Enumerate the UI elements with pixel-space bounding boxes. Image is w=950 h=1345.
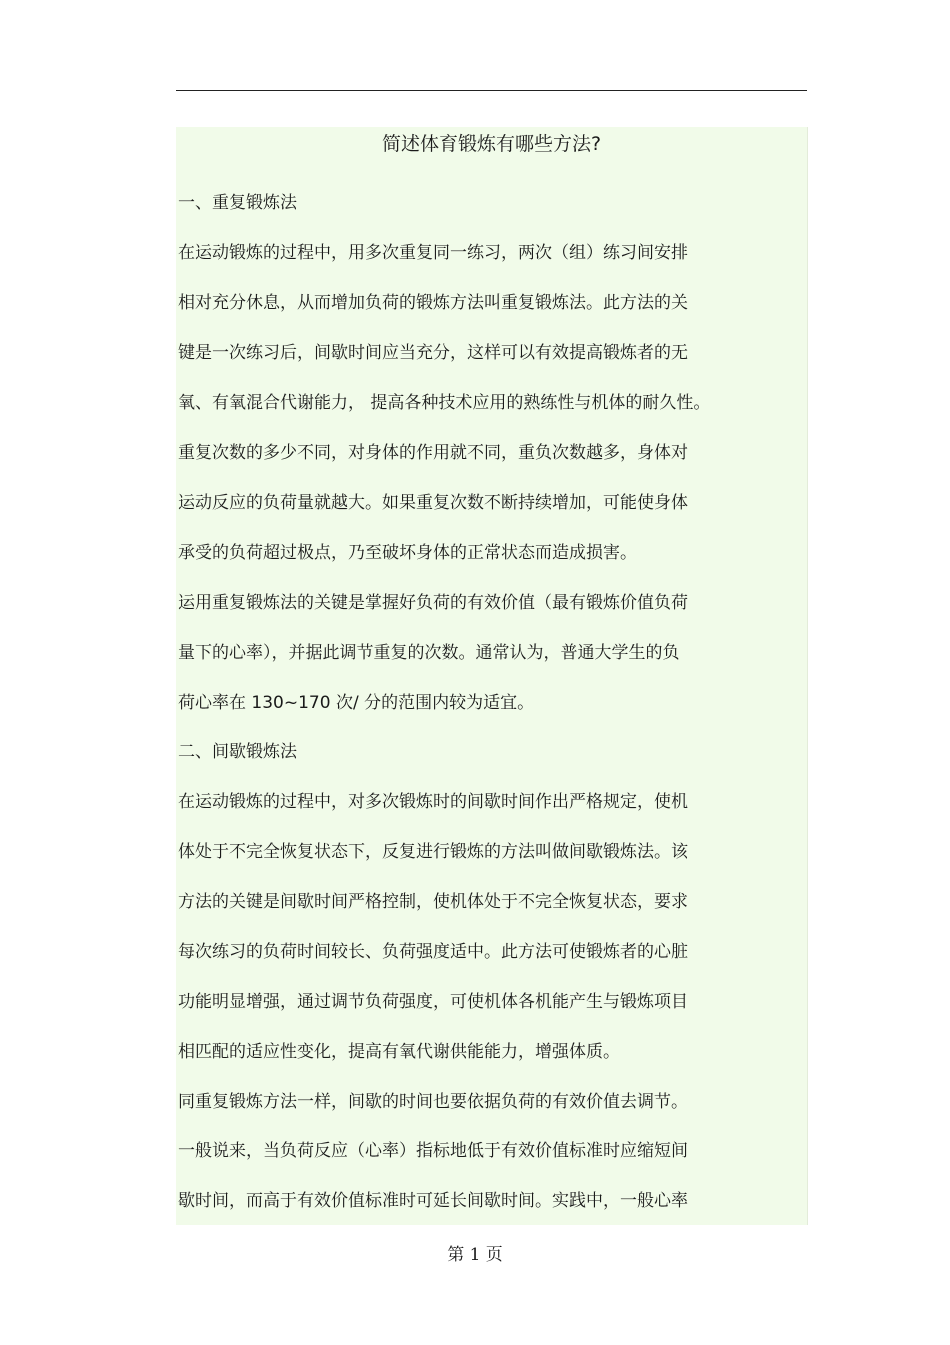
paragraph-line: 方法的关键是间歇时间严格控制，使机体处于不完全恢复状态，要求: [178, 892, 688, 912]
paragraph-line: 相匹配的适应性变化，提高有氧代谢供能能力，增强体质。: [178, 1042, 620, 1062]
paragraph-line: 相对充分休息，从而增加负荷的锻炼方法叫重复锻炼法。此方法的关: [178, 293, 688, 313]
section-heading-interval: 二、间歇锻炼法: [178, 742, 297, 762]
paragraph-line: 一般说来，当负荷反应（心率）指标地低于有效价值标准时应缩短间: [178, 1141, 688, 1161]
paragraph-line: 氧、有氧混合代谢能力， 提高各种技术应用的熟练性与机体的耐久性。: [178, 393, 711, 413]
paragraph-line: 功能明显增强，通过调节负荷强度，可使机体各机能产生与锻炼项目: [178, 992, 688, 1012]
paragraph-line: 每次练习的负荷时间较长、负荷强度适中。此方法可使锻炼者的心脏: [178, 942, 688, 962]
document-title: 简述体育锻炼有哪些方法?: [381, 133, 602, 155]
paragraph-line: 歇时间，而高于有效价值标准时可延长间歇时间。实践中，一般心率: [178, 1191, 688, 1211]
content-panel: [176, 127, 808, 1225]
paragraph-line: 在运动锻炼的过程中，用多次重复同一练习，两次（组）练习间安排: [178, 243, 688, 263]
paragraph-line: 同重复锻炼方法一样，间歇的时间也要依据负荷的有效价值去调节。: [178, 1092, 688, 1112]
paragraph-line: 运动反应的负荷量就越大。如果重复次数不断持续增加，可能使身体: [178, 493, 688, 513]
header-rule: [176, 90, 807, 91]
paragraph-line: 在运动锻炼的过程中，对多次锻炼时的间歇时间作出严格规定，使机: [178, 792, 688, 812]
paragraph-line: 运用重复锻炼法的关键是掌握好负荷的有效价值（最有锻炼价值负荷: [178, 593, 688, 613]
paragraph-line: 量下的心率），并据此调节重复的次数。通常认为，普通大学生的负: [178, 643, 680, 663]
paragraph-line: 体处于不完全恢复状态下，反复进行锻炼的方法叫做间歇锻炼法。该: [178, 842, 688, 862]
paragraph-line: 荷心率在 130~170 次/ 分的范围内较为适宜。: [178, 693, 535, 713]
paragraph-line: 键是一次练习后，间歇时间应当充分，这样可以有效提高锻炼者的无: [178, 343, 688, 363]
paragraph-line: 重复次数的多少不同，对身体的作用就不同，重负次数越多，身体对: [178, 443, 688, 463]
page-number: 第 1 页: [447, 1245, 503, 1265]
section-heading-repeat: 一、重复锻炼法: [178, 193, 297, 213]
paragraph-line: 承受的负荷超过极点，乃至破坏身体的正常状态而造成损害。: [178, 543, 637, 563]
